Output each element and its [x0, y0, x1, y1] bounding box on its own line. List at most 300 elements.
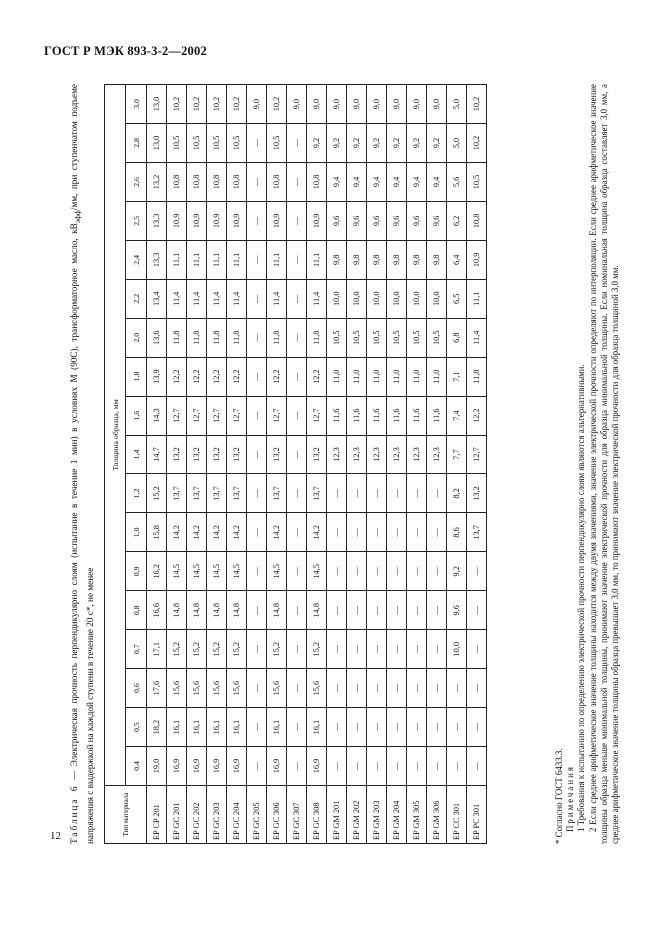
value-cell: 11,8 — [307, 318, 327, 357]
value-cell: — — [347, 474, 367, 513]
value-cell: 13,2 — [227, 435, 247, 474]
value-cell: 14,5 — [267, 552, 287, 591]
value-cell: — — [327, 591, 347, 630]
material-name-cell: EP GC 202 — [187, 786, 207, 844]
value-cell: 11,6 — [387, 396, 407, 435]
value-cell: 9,0 — [367, 85, 387, 124]
value-cell: — — [247, 357, 267, 396]
value-cell: 14,2 — [227, 513, 247, 552]
table-caption-label: Таблица 6 — [69, 784, 79, 844]
value-cell: — — [327, 669, 347, 708]
value-cell: 13,7 — [467, 513, 487, 552]
value-cell: 10,5 — [407, 318, 427, 357]
value-cell: — — [247, 240, 267, 279]
value-cell: 12,2 — [227, 357, 247, 396]
value-cell: 6,4 — [447, 240, 467, 279]
table-row — [187, 85, 207, 844]
value-cell: 11,8 — [227, 318, 247, 357]
table-row — [227, 85, 247, 844]
table-row — [147, 85, 167, 844]
value-cell: 9,2 — [327, 124, 347, 163]
value-cell: — — [387, 708, 407, 747]
value-cell: 9,6 — [447, 591, 467, 630]
value-cell: 13,9 — [147, 357, 167, 396]
value-cell: 11,0 — [367, 357, 387, 396]
value-cell: 5,6 — [447, 163, 467, 202]
value-cell: 13,2 — [147, 163, 167, 202]
thickness-column-header: 1,0 — [126, 513, 147, 552]
value-cell: 11,0 — [407, 357, 427, 396]
value-cell: — — [427, 552, 447, 591]
value-cell: 13,0 — [147, 85, 167, 124]
value-cell: 10,0 — [427, 279, 447, 318]
material-name-cell: EP GM 306 — [427, 786, 447, 844]
table-caption-text: — Электрическая прочность перпендикулярно слоям (испытание в течение 1 мин) в условиях М (90С), трансформаторное масло, кВ — [69, 223, 79, 785]
value-cell: — — [367, 552, 387, 591]
value-cell: 13,6 — [147, 318, 167, 357]
thickness-column-header: 1,2 — [126, 474, 147, 513]
material-name-cell: EP GC 308 — [307, 786, 327, 844]
value-cell: 14,5 — [207, 552, 227, 591]
value-cell: — — [247, 747, 267, 786]
material-header: Тип материала — [105, 786, 147, 844]
value-cell: — — [247, 630, 267, 669]
value-cell: 14,3 — [147, 396, 167, 435]
table-row — [307, 85, 327, 844]
value-cell: — — [387, 669, 407, 708]
value-cell: 9,6 — [427, 201, 447, 240]
value-cell: — — [427, 669, 447, 708]
value-cell: — — [427, 513, 447, 552]
value-cell: 10,9 — [307, 201, 327, 240]
value-cell: — — [247, 279, 267, 318]
thickness-column-header: 0,9 — [126, 552, 147, 591]
thickness-column-header: 2,4 — [126, 240, 147, 279]
value-cell: — — [407, 708, 427, 747]
value-cell: — — [367, 513, 387, 552]
value-cell: — — [427, 474, 447, 513]
value-cell: 10,9 — [467, 240, 487, 279]
value-cell: 16,1 — [187, 708, 207, 747]
thickness-column-header: 2,5 — [126, 201, 147, 240]
value-cell: 10,9 — [267, 201, 287, 240]
value-cell: — — [327, 474, 347, 513]
value-cell: 18,2 — [147, 708, 167, 747]
value-cell: — — [247, 669, 267, 708]
value-cell: — — [247, 201, 267, 240]
value-cell: — — [247, 552, 267, 591]
value-cell: 11,8 — [207, 318, 227, 357]
value-cell: 17,1 — [147, 630, 167, 669]
value-cell: — — [327, 513, 347, 552]
table-row — [207, 85, 227, 844]
material-name-cell: EP GC 203 — [207, 786, 227, 844]
value-cell: 14,2 — [187, 513, 207, 552]
table-row — [347, 85, 367, 844]
value-cell: 11,4 — [467, 318, 487, 357]
value-cell: 10,2 — [187, 85, 207, 124]
value-cell: 13,3 — [147, 240, 167, 279]
value-cell: — — [247, 318, 267, 357]
value-cell: — — [287, 163, 307, 202]
table-caption — [68, 84, 97, 844]
value-cell: 10,0 — [447, 630, 467, 669]
material-name-cell: EP GM 202 — [347, 786, 367, 844]
value-cell: 10,2 — [207, 85, 227, 124]
material-name-cell: EP GM 305 — [407, 786, 427, 844]
value-cell: 12,2 — [267, 357, 287, 396]
value-cell: 14,2 — [307, 513, 327, 552]
value-cell: 10,9 — [207, 201, 227, 240]
value-cell: 10,5 — [347, 318, 367, 357]
value-cell: — — [287, 240, 307, 279]
value-cell: 12,7 — [227, 396, 247, 435]
table-row — [427, 85, 447, 844]
value-cell: 16,2 — [147, 552, 167, 591]
material-name-cell: EP CP 201 — [147, 786, 167, 844]
thickness-column-header: 2,6 — [126, 163, 147, 202]
value-cell: 11,0 — [327, 357, 347, 396]
value-cell: 12,2 — [207, 357, 227, 396]
value-cell: — — [347, 747, 367, 786]
value-cell: 9,2 — [347, 124, 367, 163]
value-cell: 12,7 — [307, 396, 327, 435]
value-cell: — — [387, 552, 407, 591]
value-cell: — — [247, 513, 267, 552]
value-cell: 11,1 — [187, 240, 207, 279]
value-cell: 15,6 — [207, 669, 227, 708]
value-cell: — — [367, 630, 387, 669]
value-cell: 9,2 — [427, 124, 447, 163]
value-cell: 12,2 — [307, 357, 327, 396]
table-row — [267, 85, 287, 844]
value-cell: — — [347, 630, 367, 669]
value-cell: — — [287, 318, 307, 357]
value-cell: 11,4 — [307, 279, 327, 318]
value-cell: 15,2 — [267, 630, 287, 669]
value-cell: 6,8 — [447, 318, 467, 357]
value-cell: 16,1 — [267, 708, 287, 747]
value-cell: 13,7 — [267, 474, 287, 513]
value-cell: 13,2 — [267, 435, 287, 474]
value-cell: — — [467, 552, 487, 591]
value-cell: 9,4 — [367, 163, 387, 202]
value-cell: — — [407, 591, 427, 630]
value-cell: — — [367, 591, 387, 630]
value-cell: — — [287, 396, 307, 435]
value-cell: 10,9 — [187, 201, 207, 240]
value-cell: — — [287, 708, 307, 747]
value-cell: 9,8 — [327, 240, 347, 279]
value-cell: 13,7 — [227, 474, 247, 513]
value-cell: 6,5 — [447, 279, 467, 318]
value-cell: 14,5 — [167, 552, 187, 591]
value-cell: 17,6 — [147, 669, 167, 708]
value-cell: 10,0 — [387, 279, 407, 318]
value-cell: 19,0 — [147, 747, 167, 786]
value-cell: 15,2 — [307, 630, 327, 669]
value-cell: 10,8 — [307, 163, 327, 202]
value-cell: 11,8 — [167, 318, 187, 357]
value-cell: — — [287, 357, 307, 396]
material-name-cell: EP GC 201 — [167, 786, 187, 844]
value-cell: 11,1 — [227, 240, 247, 279]
value-cell: — — [367, 669, 387, 708]
value-cell: — — [387, 474, 407, 513]
value-cell: 16,9 — [167, 747, 187, 786]
value-cell: 16,9 — [207, 747, 227, 786]
value-cell: — — [287, 124, 307, 163]
material-name-cell: EP GM 204 — [387, 786, 407, 844]
value-cell: 12,7 — [467, 435, 487, 474]
value-cell: 9,0 — [327, 85, 347, 124]
value-cell: 16,1 — [167, 708, 187, 747]
value-cell: 10,9 — [167, 201, 187, 240]
material-name-cell: EP GM 203 — [367, 786, 387, 844]
value-cell: 14,5 — [227, 552, 247, 591]
value-cell: 13,3 — [147, 201, 167, 240]
value-cell: 16,9 — [227, 747, 247, 786]
value-cell: 11,8 — [187, 318, 207, 357]
rotated-table-block — [66, 82, 621, 846]
table-row — [367, 85, 387, 844]
value-cell: — — [427, 708, 447, 747]
value-cell: — — [247, 708, 267, 747]
value-cell: 11,0 — [387, 357, 407, 396]
value-cell: 11,1 — [167, 240, 187, 279]
value-cell: — — [327, 552, 347, 591]
value-cell: 9,0 — [407, 85, 427, 124]
value-cell: 9,4 — [427, 163, 447, 202]
table-row — [387, 85, 407, 844]
value-cell: 12,3 — [407, 435, 427, 474]
value-cell: — — [327, 630, 347, 669]
value-cell: 16,9 — [187, 747, 207, 786]
value-cell: 12,2 — [467, 396, 487, 435]
value-cell: 10,5 — [167, 124, 187, 163]
value-cell: 14,8 — [167, 591, 187, 630]
footnote: * Согласно ГОСТ 6433.3. — [554, 748, 564, 844]
value-cell: 9,6 — [367, 201, 387, 240]
value-cell: 13,2 — [307, 435, 327, 474]
value-cell: — — [247, 163, 267, 202]
header-row-values — [126, 85, 147, 844]
thickness-column-header: 0,8 — [126, 591, 147, 630]
table-row — [407, 85, 427, 844]
value-cell: 10,2 — [467, 124, 487, 163]
value-cell: 10,0 — [347, 279, 367, 318]
value-cell: 11,8 — [267, 318, 287, 357]
value-cell: 16,1 — [227, 708, 247, 747]
value-cell: 9,6 — [327, 201, 347, 240]
value-cell: 9,4 — [327, 163, 347, 202]
value-cell: — — [427, 630, 447, 669]
value-cell: — — [247, 396, 267, 435]
value-cell: 10,5 — [387, 318, 407, 357]
page-number: 12 — [50, 830, 61, 842]
value-cell: 12,7 — [167, 396, 187, 435]
value-cell: 11,6 — [367, 396, 387, 435]
material-name-cell: EP GC 205 — [247, 786, 267, 844]
value-cell: 10,2 — [467, 85, 487, 124]
document-header: ГОСТ Р МЭК 893-3-2—2002 — [44, 44, 207, 58]
note-1: 1 Требования к испытанию по определению электрической прочности перпендикулярно слоям являются альтернативными. — [576, 364, 587, 832]
value-cell: 10,2 — [267, 85, 287, 124]
value-cell: 13,2 — [207, 435, 227, 474]
value-cell: 14,2 — [267, 513, 287, 552]
value-cell: 10,8 — [227, 163, 247, 202]
value-cell: 11,1 — [267, 240, 287, 279]
value-cell: 10,0 — [407, 279, 427, 318]
table-row — [287, 85, 307, 844]
value-cell: — — [287, 747, 307, 786]
value-cell: 10,5 — [367, 318, 387, 357]
value-cell: — — [467, 669, 487, 708]
value-cell: 11,4 — [187, 279, 207, 318]
value-cell: 10,5 — [427, 318, 447, 357]
value-cell: 11,6 — [347, 396, 367, 435]
value-cell: — — [467, 630, 487, 669]
note-2: 2 Если среднее арифметическое значение толщины находится между двумя значениями, значение электрической прочности определяют по интерполяции. Если среднее арифметическое значение толщины образца меньше минимальной толщины, принимают значение электрической прочности для образца минимальной толщины. Если номинальная толщина образца составляет 3,0 мм, а среднее арифметическое значение толщины образца превышает 3,0 мм, то принимают значение электрической прочности для образца толщиной 3,0 мм. — [587, 84, 621, 844]
table-row — [247, 85, 267, 844]
value-cell: 10,8 — [187, 163, 207, 202]
value-cell: 9,4 — [407, 163, 427, 202]
value-cell: 13,4 — [147, 279, 167, 318]
value-cell: 13,7 — [187, 474, 207, 513]
value-cell: — — [347, 708, 367, 747]
value-cell: 16,6 — [147, 591, 167, 630]
value-cell: 11,0 — [347, 357, 367, 396]
value-cell: 11,4 — [207, 279, 227, 318]
value-cell: — — [467, 708, 487, 747]
value-cell: 9,0 — [427, 85, 447, 124]
value-cell: — — [427, 591, 447, 630]
value-cell: 13,7 — [207, 474, 227, 513]
value-cell: 16,1 — [207, 708, 227, 747]
value-cell: 14,5 — [187, 552, 207, 591]
value-cell: — — [287, 435, 307, 474]
value-cell: 9,0 — [287, 85, 307, 124]
value-cell: — — [387, 747, 407, 786]
thickness-column-header: 0,7 — [126, 630, 147, 669]
thickness-column-header: 0,5 — [126, 708, 147, 747]
table-caption-tail: /мм, при ступенчатом подъеме напряжения с выдержкой на каждой ступени в течение 20 с*, не менее — [69, 84, 96, 844]
value-cell: 10,5 — [327, 318, 347, 357]
value-cell: 7,1 — [447, 357, 467, 396]
value-cell: 15,2 — [147, 474, 167, 513]
value-cell: 15,2 — [207, 630, 227, 669]
value-cell: 14,8 — [207, 591, 227, 630]
value-cell: — — [407, 552, 427, 591]
thickness-column-header: 0,6 — [126, 669, 147, 708]
value-cell: 13,2 — [167, 435, 187, 474]
value-cell: 10,8 — [207, 163, 227, 202]
value-cell: — — [387, 513, 407, 552]
value-cell: 12,3 — [347, 435, 367, 474]
value-cell: 12,7 — [187, 396, 207, 435]
value-cell: — — [407, 513, 427, 552]
value-cell: — — [287, 201, 307, 240]
value-cell: — — [407, 630, 427, 669]
value-cell: — — [367, 747, 387, 786]
value-cell: — — [387, 591, 407, 630]
material-name-cell: EP GC 307 — [287, 786, 307, 844]
value-cell: 12,2 — [167, 357, 187, 396]
value-cell: 11,0 — [427, 357, 447, 396]
value-cell: 12,3 — [327, 435, 347, 474]
value-cell: 9,6 — [387, 201, 407, 240]
value-cell: 11,6 — [407, 396, 427, 435]
table-row — [447, 85, 467, 844]
value-cell: 9,0 — [307, 85, 327, 124]
value-cell: 7,7 — [447, 435, 467, 474]
value-cell: 11,4 — [227, 279, 247, 318]
table-row — [167, 85, 187, 844]
value-cell: 10,5 — [207, 124, 227, 163]
value-cell: 10,5 — [187, 124, 207, 163]
value-cell: 14,8 — [307, 591, 327, 630]
value-cell: 9,4 — [347, 163, 367, 202]
value-cell: 15,2 — [167, 630, 187, 669]
value-cell: 15,6 — [227, 669, 247, 708]
thickness-column-header: 2,2 — [126, 279, 147, 318]
value-cell: 10,8 — [467, 201, 487, 240]
thickness-header: Толщина образца, мм — [105, 85, 126, 786]
value-cell: — — [467, 591, 487, 630]
value-cell: 15,2 — [227, 630, 247, 669]
thickness-column-header: 3,0 — [126, 85, 147, 124]
value-cell: — — [247, 124, 267, 163]
value-cell: 10,2 — [167, 85, 187, 124]
value-cell: 16,9 — [267, 747, 287, 786]
notes-heading: Примечания — [565, 765, 576, 832]
value-cell: 15,8 — [147, 513, 167, 552]
value-cell: 10,9 — [227, 201, 247, 240]
value-cell: — — [387, 630, 407, 669]
value-cell: — — [287, 279, 307, 318]
value-cell: — — [347, 552, 367, 591]
value-cell: 9,2 — [367, 124, 387, 163]
value-cell: 14,2 — [207, 513, 227, 552]
value-cell: 9,2 — [387, 124, 407, 163]
value-cell: 12,7 — [207, 396, 227, 435]
value-cell: 14,7 — [147, 435, 167, 474]
value-cell: 6,2 — [447, 201, 467, 240]
value-cell: 9,0 — [347, 85, 367, 124]
value-cell: — — [427, 747, 447, 786]
value-cell: — — [287, 669, 307, 708]
value-cell: — — [287, 552, 307, 591]
value-cell: 11,1 — [307, 240, 327, 279]
value-cell: 13,0 — [147, 124, 167, 163]
value-cell: 9,8 — [367, 240, 387, 279]
value-cell: 9,0 — [387, 85, 407, 124]
value-cell: — — [327, 708, 347, 747]
value-cell: 11,4 — [267, 279, 287, 318]
value-cell: — — [287, 630, 307, 669]
value-cell: 16,9 — [307, 747, 327, 786]
table-row — [327, 85, 347, 844]
thickness-column-header: 0,4 — [126, 747, 147, 786]
value-cell: — — [347, 591, 367, 630]
value-cell: 13,7 — [307, 474, 327, 513]
value-cell: 8,6 — [447, 513, 467, 552]
value-cell: 9,2 — [407, 124, 427, 163]
value-cell: 12,7 — [267, 396, 287, 435]
value-cell: — — [447, 747, 467, 786]
thickness-column-header: 2,0 — [126, 318, 147, 357]
material-name-cell: EP PC 301 — [467, 786, 487, 844]
